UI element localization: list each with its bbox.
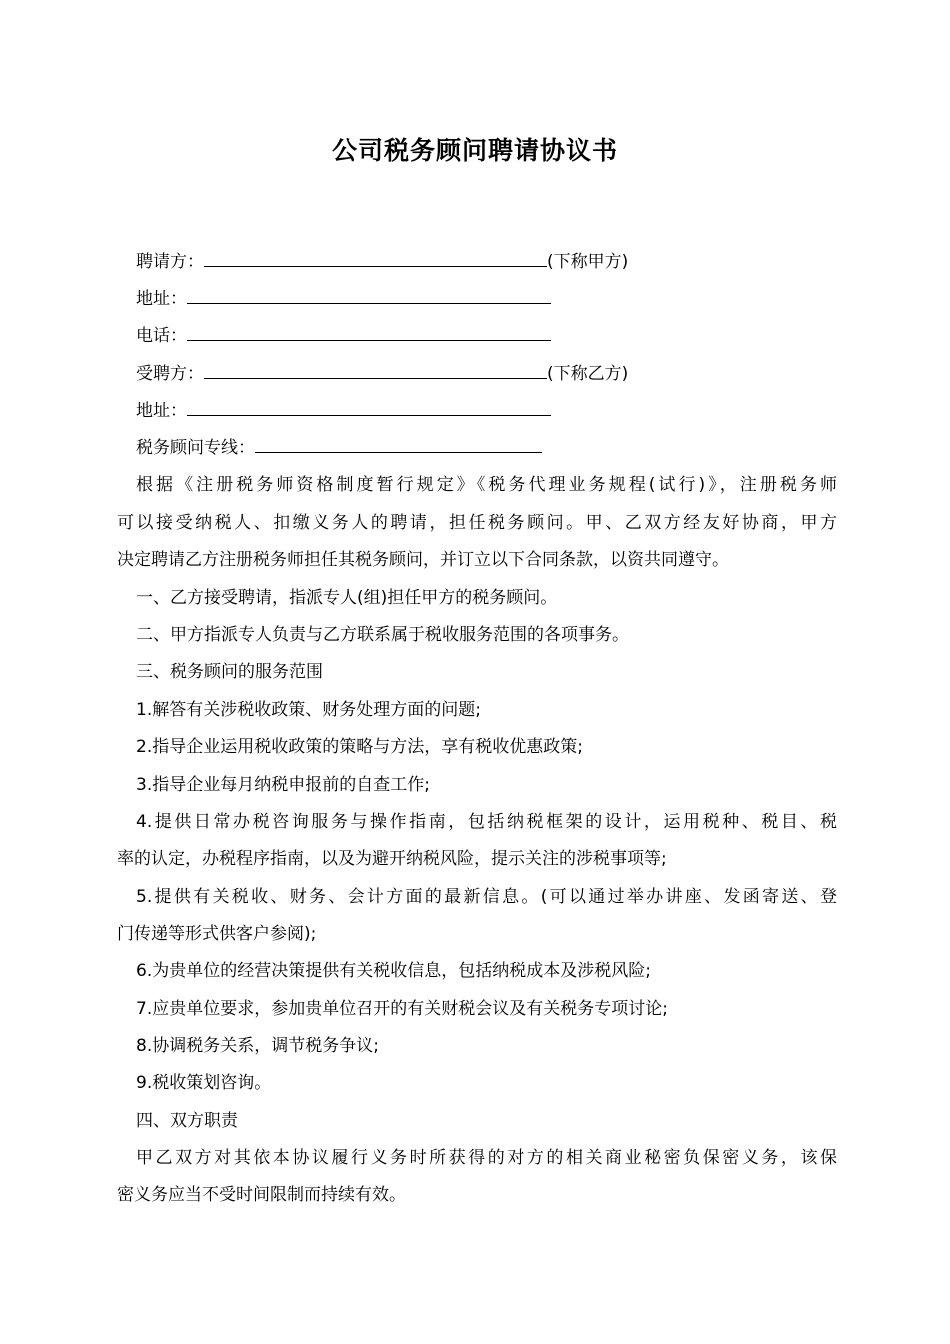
clause-4-line-1: 甲乙双方对其依本协议履行义务时所获得的对方的相关商业秘密负保密义务，该保 [136, 1148, 837, 1168]
clause-1: 一、乙方接受聘请，指派专人(组)担任甲方的税务顾问。 [136, 588, 558, 608]
employer-address-blank[interactable] [187, 287, 551, 304]
service-item-8: 8.协调税务关系，调节税务争议; [136, 1036, 379, 1056]
clause-2: 二、甲方指派专人负责与乙方联系属于税收服务范围的各项事务。 [136, 625, 629, 645]
employer-suffix: (下称甲方) [547, 252, 629, 272]
service-item-2: 2.指导企业运用税收政策的策略与方法，享有税收优惠政策; [136, 737, 583, 757]
service-item-4-line-1: 4.提供日常办税咨询服务与操作指南，包括纳税框架的设计，运用税种、税目、税 [136, 812, 837, 832]
consultant-address-field [117, 393, 856, 430]
preamble-line-1: 根据《注册税务师资格制度暂行规定》《税务代理业务规程(试行)》，注册税务师 [136, 475, 837, 495]
service-item-6: 6.为贵单位的经营决策提供有关税收信息，包括纳税成本及涉税风险; [136, 961, 651, 981]
consultant-address-blank[interactable] [187, 399, 551, 416]
service-item-4-line-2: 率的认定，办税程序指南，以及为避开纳税风险，提示关注的涉税事项等; [117, 849, 667, 869]
employer-address-field [117, 281, 856, 318]
employer-field [117, 244, 856, 281]
employer-phone-label: 电话： [136, 326, 187, 346]
service-item-7: 7.应贵单位要求，参加贵单位召开的有关财税会议及有关税务专项讨论; [136, 999, 668, 1019]
service-item-9: 9.税收策划咨询。 [136, 1073, 272, 1093]
employer-address-label: 地址： [136, 289, 187, 309]
hotline-field [117, 430, 856, 467]
consultant-field [117, 356, 856, 393]
preamble-line-3: 决定聘请乙方注册税务师担任其税务顾问，并订立以下合同条款，以资共同遵守。 [117, 550, 729, 570]
employer-phone-blank[interactable] [187, 324, 551, 341]
employer-label: 聘请方： [136, 252, 204, 272]
clause-4-heading: 四、双方职责 [136, 1111, 238, 1131]
service-item-5-line-1: 5.提供有关税收、财务、会计方面的最新信息。(可以通过举办讲座、发函寄送、登 [136, 887, 837, 907]
service-item-1: 1.解答有关涉税收政策、财务处理方面的问题; [136, 700, 481, 720]
service-item-5-line-2: 门传递等形式供客户参阅); [117, 924, 317, 944]
consultant-address-label: 地址： [136, 401, 187, 421]
service-item-3: 3.指导企业每月纳税申报前的自查工作; [136, 775, 430, 795]
consultant-label: 受聘方： [136, 364, 204, 384]
hotline-blank[interactable] [255, 436, 542, 453]
clause-4-line-2: 密义务应当不受时间限制而持续有效。 [117, 1185, 406, 1205]
employer-phone-field [117, 318, 856, 355]
clause-3-heading: 三、税务顾问的服务范围 [136, 662, 323, 682]
document-title: 公司税务顾问聘请协议书 [331, 136, 618, 165]
hotline-label: 税务顾问专线： [136, 438, 255, 458]
employer-blank[interactable] [204, 250, 547, 267]
preamble-line-2: 可以接受纳税人、扣缴义务人的聘请，担任税务顾问。甲、乙双方经友好协商，甲方 [117, 513, 837, 533]
consultant-blank[interactable] [204, 362, 547, 379]
consultant-suffix: (下称乙方) [547, 364, 629, 384]
